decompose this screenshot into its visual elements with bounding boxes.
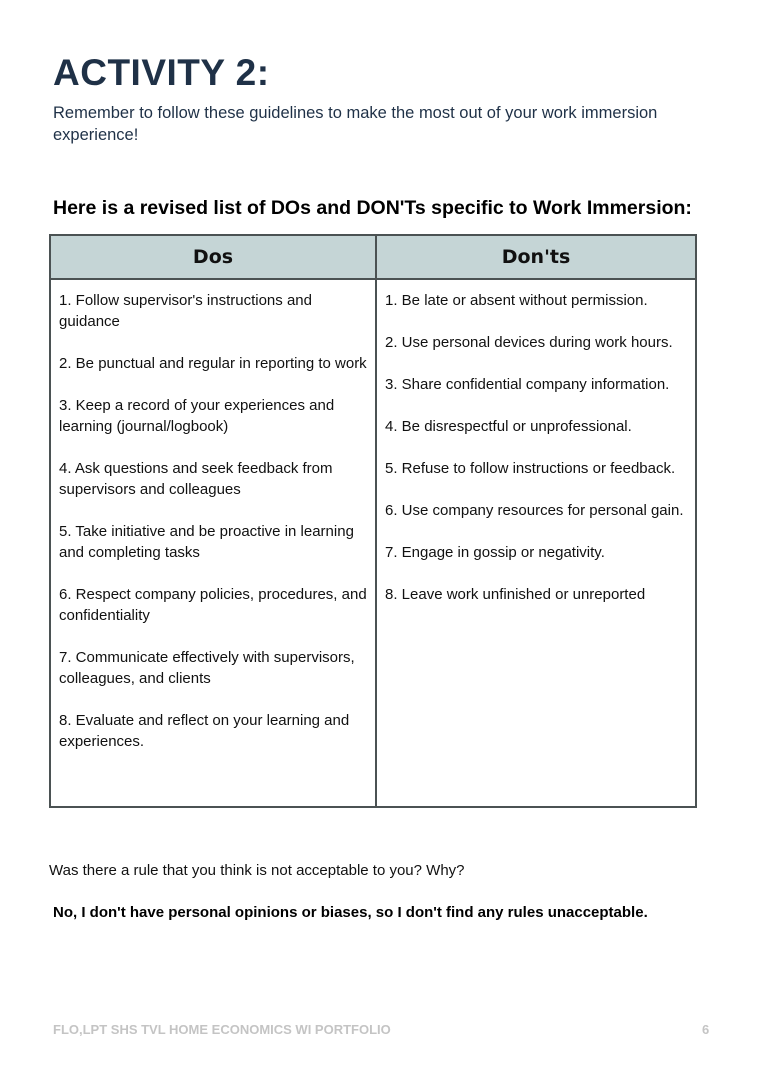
dos-donts-table	[49, 234, 697, 808]
table-row	[50, 279, 696, 807]
table-header-row	[50, 235, 696, 279]
donts-item: 3. Share confidential company information.	[385, 376, 670, 393]
list-heading: Here is a revised list of DOs and DON'Ts specific to Work Immersion:	[53, 197, 692, 219]
donts-item: 1. Be late or absent without permission.	[385, 292, 648, 309]
donts-item: 4. Be disrespectful or unprofessional.	[385, 418, 632, 435]
donts-item: 6. Use company resources for personal gain.	[385, 502, 684, 519]
dos-item: 6. Respect company policies, procedures, and confidentiality	[59, 586, 367, 624]
footer-text: FLO,LPT SHS TVL HOME ECONOMICS WI PORTFOLIO	[53, 1022, 391, 1037]
page-number: 6	[702, 1022, 710, 1037]
dos-item: 5. Take initiative and be proactive in learning and completing tasks	[59, 523, 354, 561]
intro-text: Remember to follow these guidelines to make the most out of your work immersion experience!	[53, 104, 658, 144]
reflection-answer: No, I don't have personal opinions or biases, so I don't find any rules unacceptable.	[53, 904, 648, 921]
donts-item: 2. Use personal devices during work hours.	[385, 334, 673, 351]
donts-header: Don'ts	[376, 235, 696, 279]
dos-cell	[50, 279, 376, 807]
dos-item: 7. Communicate effectively with supervisors, colleagues, and clients	[59, 649, 355, 687]
dos-item: 8. Evaluate and reflect on your learning and experiences.	[59, 712, 350, 750]
donts-cell	[376, 279, 696, 807]
dos-item: 3. Keep a record of your experiences and learning (journal/logbook)	[59, 397, 335, 435]
dos-item: 4. Ask questions and seek feedback from supervisors and colleagues	[59, 460, 333, 498]
dos-item: 2. Be punctual and regular in reporting to work	[59, 355, 367, 372]
dos-item: 1. Follow supervisor's instructions and guidance	[59, 292, 312, 330]
donts-item: 8. Leave work unfinished or unreported	[385, 586, 646, 603]
reflection-question: Was there a rule that you think is not acceptable to you? Why?	[49, 862, 465, 879]
donts-item: 5. Refuse to follow instructions or feedback.	[385, 460, 676, 477]
donts-item: 7. Engage in gossip or negativity.	[385, 544, 605, 561]
dos-header: Dos	[50, 235, 376, 279]
page-title: ACTIVITY 2:	[53, 52, 270, 93]
